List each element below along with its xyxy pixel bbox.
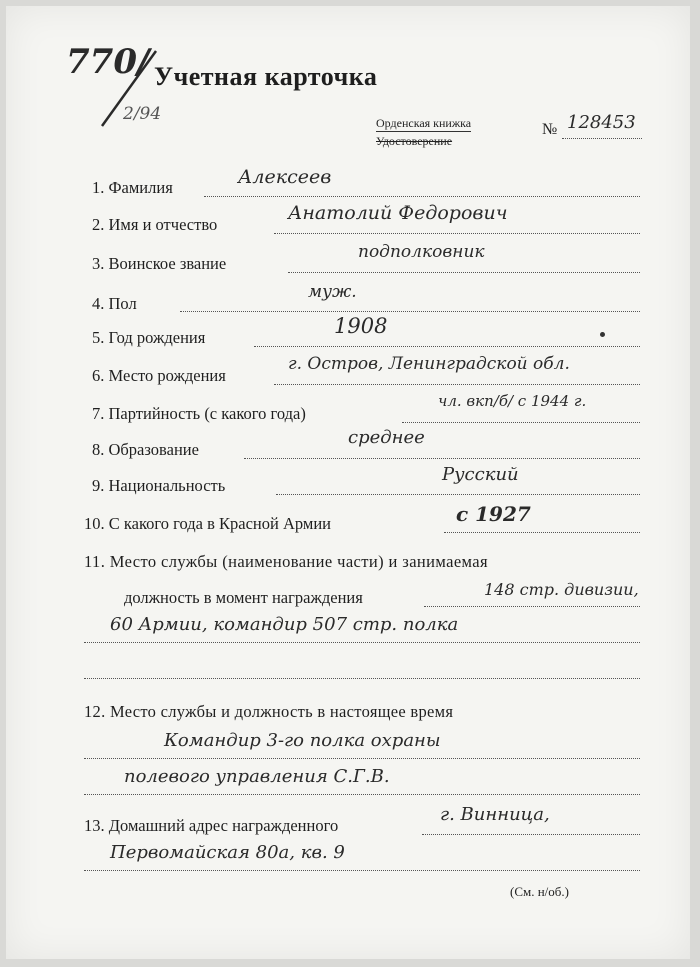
field-line [274,233,640,234]
field-value-surname: Алексеев [238,166,332,188]
number-label: № [542,121,558,138]
field-line [422,834,640,835]
field-value-sex: муж. [308,282,357,302]
field-value-name: Анатолий Федорович [288,202,508,224]
field-label-party: 7. Партийность (с какого года) [92,404,306,423]
number-value: 128453 [567,112,636,133]
field-label-sex: 4. Пол [92,294,137,313]
field-line [84,758,640,759]
field-line [274,384,640,385]
field-line [180,311,640,312]
field-value-education: среднее [348,427,425,448]
field-label-birth-place: 6. Место рождения [92,366,226,385]
doc-type-order-book: Орденская книжка [376,116,472,130]
field-label-name: 2. Имя и отчество [92,215,218,234]
field-line [84,794,640,795]
field-label-rank: 3. Воинское звание [92,254,227,273]
field-value-service-line1: 148 стр. дивизии, [484,580,639,599]
field-label-birth-year: 5. Год рождения [92,328,206,347]
field-label-education: 8. Образование [92,440,199,459]
field-line [254,346,640,347]
field-label-nationality: 9. Национальность [92,476,226,495]
number-line [562,138,642,139]
field-line [424,606,640,607]
field-label-home-address: 13. Домашний адрес награжденного [84,816,339,835]
field-value-current-service-line2: полевого управления С.Г.В. [124,766,390,787]
field-value-nationality: Русский [442,464,519,485]
card-title: Учетная карточка [154,62,378,91]
field-line [204,196,640,197]
field-value-address-line1: г. Винница, [440,804,550,825]
ink-dot [600,332,605,337]
record-card [6,6,690,959]
field-label-current-service: 12. Место службы и должность в настоящее время [84,702,454,721]
field-label-service-line2: должность в момент награждения [124,588,363,607]
handwritten-sub-number: 2/94 [123,104,162,124]
field-value-service-line2: 60 Армии, командир 507 стр. полка [110,614,459,635]
field-value-rank: подполковник [358,242,485,262]
doc-type-certificate: Удостоверение [376,134,453,148]
field-line [288,272,640,273]
field-label-army-since: 10. С какого года в Красной Армии [84,514,331,533]
see-reverse-note: (См. н/об.) [510,884,569,899]
handwritten-number: 770/ [66,42,150,82]
field-value-birth-place: г. Остров, Ленинградской обл. [288,354,570,374]
field-line [444,532,640,533]
field-line [84,870,640,871]
field-line [244,458,640,459]
field-value-birth-year: 1908 [334,314,388,338]
field-value-current-service-line1: Командир 3-го полка охраны [164,730,441,751]
field-value-address-line2: Первомайская 80а, кв. 9 [110,842,345,863]
field-line [402,422,640,423]
field-label-surname: 1. Фамилия [92,178,173,197]
field-line [276,494,640,495]
field-value-party: чл. вкп/б/ с 1944 г. [438,392,587,410]
field-label-service-line1: 11. Место службы (наименование части) и занимаемая [84,552,489,571]
field-line [84,678,640,679]
field-line [84,642,640,643]
field-value-army-since: с 1927 [456,502,531,526]
